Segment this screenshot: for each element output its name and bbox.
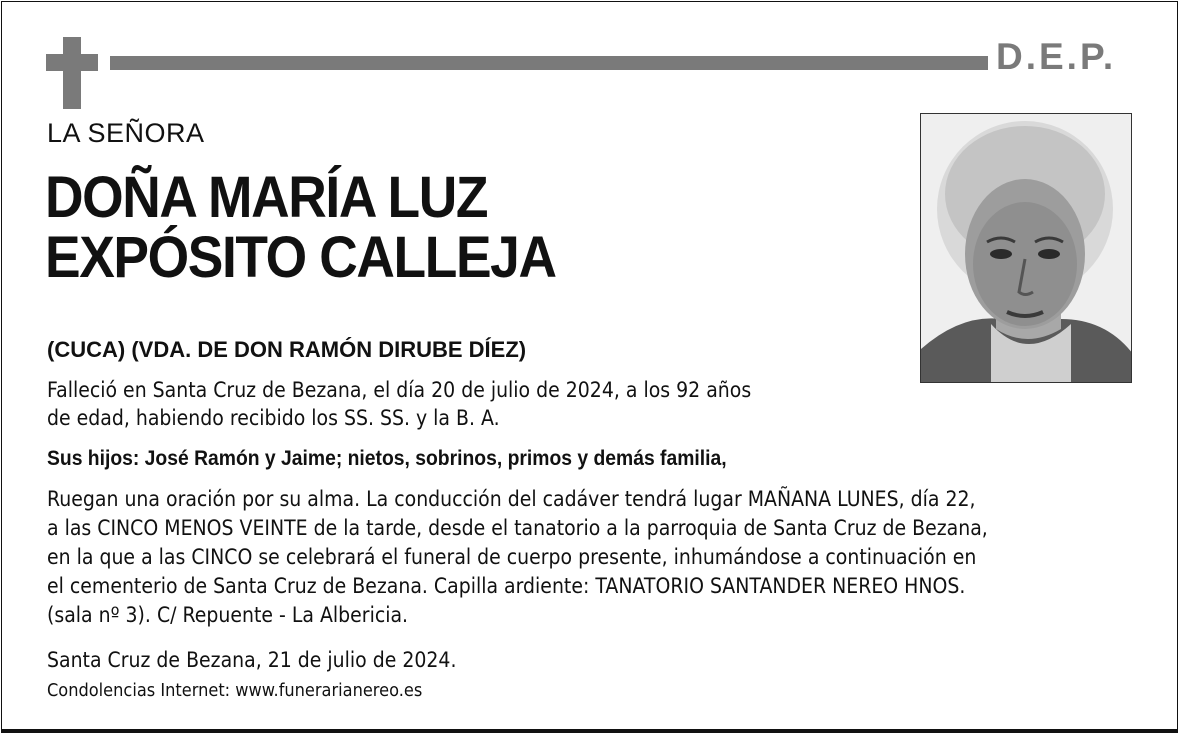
header-rule bbox=[110, 56, 988, 70]
deceased-name bbox=[45, 165, 556, 290]
honorific: LA SEÑORA bbox=[47, 118, 205, 148]
request-line: Ruegan una oración por su alma. La conducción del cadáver tendrá lugar MAÑANA LUNES, día 22, bbox=[47, 487, 976, 511]
portrait-photo bbox=[920, 113, 1132, 383]
request-line: a las CINCO MENOS VEINTE de la tarde, desde el tanatorio a la parroquia de Santa Cruz de Bezana, bbox=[47, 516, 988, 540]
condolences-line: Condolencias Internet: www.funerarianereo.es bbox=[47, 680, 423, 701]
death-text-line2: de edad, habiendo recibido los SS. SS. y la B. A. bbox=[47, 406, 500, 430]
cross-icon bbox=[63, 37, 81, 109]
alias-line: (CUCA) (VDA. DE DON RAMÓN DIRUBE DÍEZ) bbox=[47, 337, 527, 362]
deceased-name-line2: EXPÓSITO CALLEJA bbox=[45, 225, 556, 290]
portrait-icon bbox=[921, 114, 1132, 383]
request-line: en la que a las CINCO se celebrará el funeral de cuerpo presente, inhumándose a continuación en bbox=[47, 545, 977, 569]
request-line: (sala nº 3). C/ Repuente - La Albericia. bbox=[47, 603, 409, 627]
cross-icon-bar bbox=[46, 54, 98, 71]
request-line: el cementerio de Santa Cruz de Bezana. Capilla ardiente: TANATORIO SANTANDER NEREO HNOS. bbox=[47, 574, 966, 598]
deceased-name-line1: DOÑA MARÍA LUZ bbox=[45, 165, 488, 230]
dep-badge: D.E.P. bbox=[996, 36, 1117, 77]
place-date: Santa Cruz de Bezana, 21 de julio de 2024. bbox=[47, 648, 457, 672]
death-text-line1: Falleció en Santa Cruz de Bezana, el día 20 de julio de 2024, a los 92 años bbox=[47, 378, 752, 402]
family-line: Sus hijos: José Ramón y Jaime; nietos, sobrinos, primos y demás familia, bbox=[47, 447, 727, 470]
